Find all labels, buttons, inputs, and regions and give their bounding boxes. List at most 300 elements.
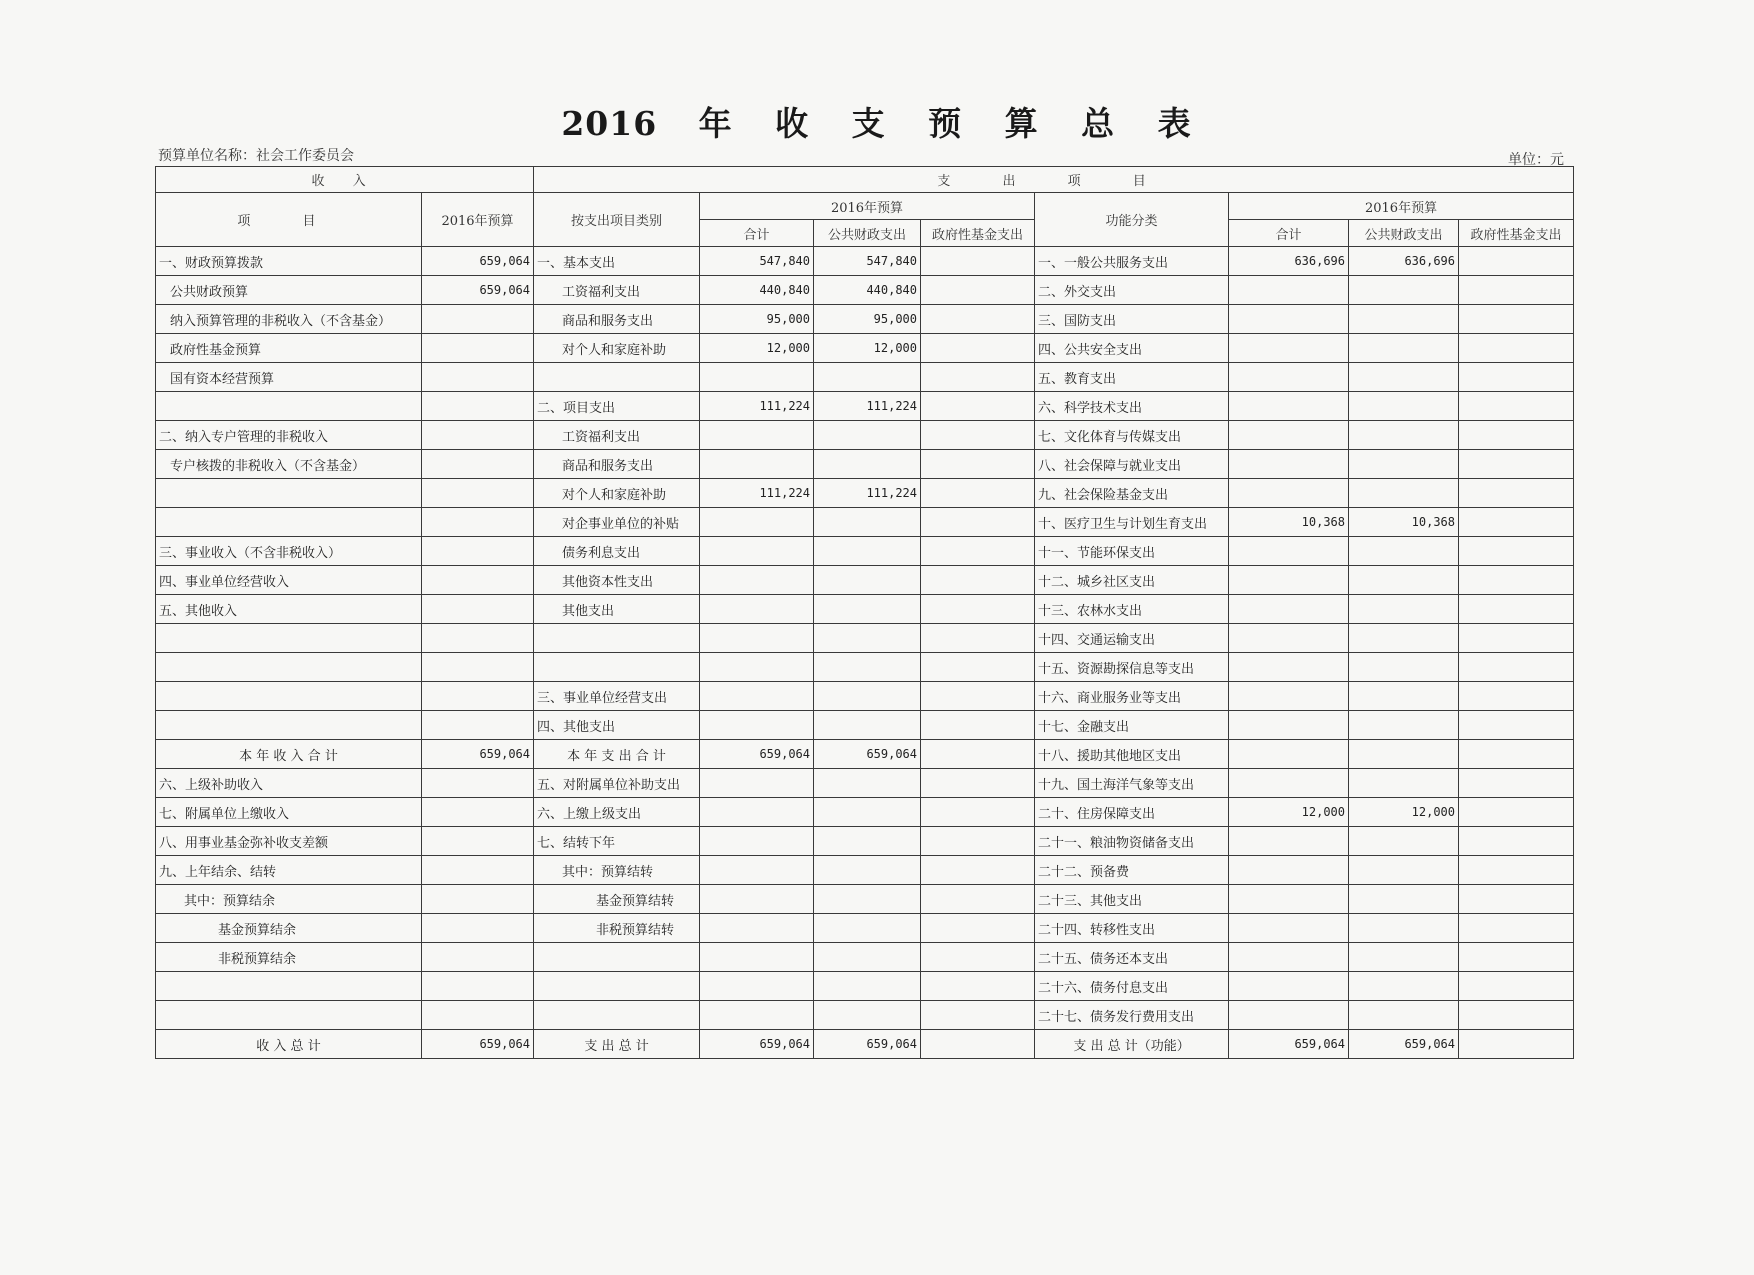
category-total-cell: 111,224 <box>700 479 814 508</box>
functional-item-cell: 二十四、转移性支出 <box>1035 914 1229 943</box>
category-gov-fund-cell <box>921 885 1035 914</box>
category-total-cell: 547,840 <box>700 247 814 276</box>
category-total-cell <box>700 798 814 827</box>
category-total-cell <box>700 914 814 943</box>
income-budget-cell <box>422 885 534 914</box>
table-row <box>156 740 1574 769</box>
category-total-cell <box>700 624 814 653</box>
income-budget-cell <box>422 305 534 334</box>
functional-gov-fund-cell <box>1459 1030 1574 1059</box>
functional-public-finance-cell <box>1349 363 1459 392</box>
functional-gov-fund-cell <box>1459 247 1574 276</box>
functional-gov-fund-cell <box>1459 305 1574 334</box>
income-item-cell: 纳入预算管理的非税收入（不含基金） <box>156 305 422 334</box>
table-row <box>156 624 1574 653</box>
category-total-cell: 659,064 <box>700 1030 814 1059</box>
category-total-cell <box>700 363 814 392</box>
category-public-finance-cell <box>814 682 921 711</box>
table-row <box>156 421 1574 450</box>
functional-total-cell: 12,000 <box>1229 798 1349 827</box>
functional-total-header: 合计 <box>1229 220 1349 247</box>
functional-total-cell <box>1229 682 1349 711</box>
category-gov-fund-cell <box>921 653 1035 682</box>
table-row <box>156 1030 1574 1059</box>
income-budget-cell <box>422 914 534 943</box>
functional-total-cell <box>1229 392 1349 421</box>
category-total-header: 合计 <box>700 220 814 247</box>
category-item-cell: 六、上缴上级支出 <box>534 798 700 827</box>
functional-gov-fund-cell <box>1459 566 1574 595</box>
table-row <box>156 595 1574 624</box>
income-item-cell: 二、纳入专户管理的非税收入 <box>156 421 422 450</box>
income-item-cell <box>156 711 422 740</box>
functional-item-cell: 四、公共安全支出 <box>1035 334 1229 363</box>
income-item-cell: 九、上年结余、结转 <box>156 856 422 885</box>
functional-public-finance-cell: 659,064 <box>1349 1030 1459 1059</box>
category-public-finance-cell <box>814 653 921 682</box>
functional-gov-fund-cell <box>1459 711 1574 740</box>
functional-total-cell <box>1229 711 1349 740</box>
title-year: 2016 <box>561 104 658 143</box>
category-public-finance-cell <box>814 856 921 885</box>
title-word: 支 <box>851 104 887 143</box>
title-word: 表 <box>1157 104 1193 143</box>
functional-total-cell <box>1229 450 1349 479</box>
title-word: 预 <box>928 104 964 143</box>
category-gov-fund-cell <box>921 508 1035 537</box>
category-item-cell: 商品和服务支出 <box>534 450 700 479</box>
functional-item-cell: 十四、交通运输支出 <box>1035 624 1229 653</box>
category-public-finance-cell <box>814 972 921 1001</box>
income-item-cell: 公共财政预算 <box>156 276 422 305</box>
income-item-cell: 七、附属单位上缴收入 <box>156 798 422 827</box>
income-item-cell: 八、用事业基金弥补收支差额 <box>156 827 422 856</box>
category-item-cell: 基金预算结转 <box>534 885 700 914</box>
functional-public-finance-cell <box>1349 740 1459 769</box>
table-row <box>156 798 1574 827</box>
income-budget-cell <box>422 595 534 624</box>
category-total-cell <box>700 856 814 885</box>
category-total-cell <box>700 972 814 1001</box>
income-budget-cell: 659,064 <box>422 1030 534 1059</box>
functional-gov-fund-cell <box>1459 392 1574 421</box>
table-row <box>156 392 1574 421</box>
category-total-cell: 111,224 <box>700 392 814 421</box>
category-item-cell: 其他资本性支出 <box>534 566 700 595</box>
functional-total-cell <box>1229 1001 1349 1030</box>
functional-item-cell: 支 出 总 计（功能） <box>1035 1030 1229 1059</box>
category-public-finance-header: 公共财政支出 <box>814 220 921 247</box>
functional-total-cell <box>1229 943 1349 972</box>
functional-gov-fund-cell <box>1459 450 1574 479</box>
income-item-cell: 一、财政预算拨款 <box>156 247 422 276</box>
category-item-cell: 三、事业单位经营支出 <box>534 682 700 711</box>
budget-unit-name: 预算单位名称：社会工作委员会 <box>158 148 354 164</box>
category-gov-fund-header: 政府性基金支出 <box>921 220 1035 247</box>
category-public-finance-cell <box>814 711 921 740</box>
functional-public-finance-cell <box>1349 624 1459 653</box>
table-row <box>156 276 1574 305</box>
income-item-cell: 三、事业收入（不含非税收入） <box>156 537 422 566</box>
functional-gov-fund-cell <box>1459 740 1574 769</box>
income-budget-header: 2016年预算 <box>422 193 534 247</box>
table-row <box>156 334 1574 363</box>
income-budget-cell: 659,064 <box>422 247 534 276</box>
category-gov-fund-cell <box>921 305 1035 334</box>
functional-public-finance-cell <box>1349 827 1459 856</box>
income-budget-cell <box>422 566 534 595</box>
category-gov-fund-cell <box>921 682 1035 711</box>
income-item-cell: 四、事业单位经营收入 <box>156 566 422 595</box>
functional-total-cell <box>1229 885 1349 914</box>
functional-total-cell <box>1229 827 1349 856</box>
functional-gov-fund-cell <box>1459 421 1574 450</box>
table-row <box>156 479 1574 508</box>
income-budget-cell <box>422 653 534 682</box>
category-gov-fund-cell <box>921 595 1035 624</box>
income-item-cell <box>156 624 422 653</box>
functional-item-cell: 三、国防支出 <box>1035 305 1229 334</box>
category-total-cell <box>700 885 814 914</box>
category-public-finance-cell: 659,064 <box>814 1030 921 1059</box>
income-budget-cell <box>422 450 534 479</box>
category-public-finance-cell <box>814 363 921 392</box>
functional-gov-fund-cell <box>1459 827 1574 856</box>
functional-item-cell: 六、科学技术支出 <box>1035 392 1229 421</box>
functional-gov-fund-cell <box>1459 885 1574 914</box>
category-item-cell: 非税预算结转 <box>534 914 700 943</box>
functional-gov-fund-cell <box>1459 914 1574 943</box>
category-public-finance-cell <box>814 537 921 566</box>
functional-item-cell: 五、教育支出 <box>1035 363 1229 392</box>
functional-public-finance-cell <box>1349 914 1459 943</box>
category-public-finance-cell: 659,064 <box>814 740 921 769</box>
functional-item-cell: 十三、农林水支出 <box>1035 595 1229 624</box>
category-gov-fund-cell <box>921 769 1035 798</box>
category-public-finance-cell: 95,000 <box>814 305 921 334</box>
functional-gov-fund-header: 政府性基金支出 <box>1459 220 1574 247</box>
category-total-cell <box>700 537 814 566</box>
title-word: 年 <box>698 104 734 143</box>
income-budget-cell <box>422 943 534 972</box>
category-gov-fund-cell <box>921 537 1035 566</box>
functional-public-finance-cell <box>1349 537 1459 566</box>
category-public-finance-cell: 111,224 <box>814 479 921 508</box>
functional-public-finance-header: 公共财政支出 <box>1349 220 1459 247</box>
functional-public-finance-cell <box>1349 856 1459 885</box>
functional-public-finance-cell <box>1349 653 1459 682</box>
functional-item-cell: 十九、国土海洋气象等支出 <box>1035 769 1229 798</box>
income-budget-cell <box>422 421 534 450</box>
table-row <box>156 827 1574 856</box>
category-total-cell <box>700 653 814 682</box>
table-row <box>156 711 1574 740</box>
functional-public-finance-cell: 12,000 <box>1349 798 1459 827</box>
functional-total-cell <box>1229 914 1349 943</box>
functional-item-cell: 九、社会保险基金支出 <box>1035 479 1229 508</box>
functional-public-finance-cell <box>1349 276 1459 305</box>
table-row <box>156 769 1574 798</box>
functional-public-finance-cell <box>1349 392 1459 421</box>
category-gov-fund-cell <box>921 972 1035 1001</box>
income-budget-cell <box>422 1001 534 1030</box>
functional-item-cell: 十七、金融支出 <box>1035 711 1229 740</box>
table-row <box>156 653 1574 682</box>
functional-total-cell <box>1229 305 1349 334</box>
income-item-cell: 政府性基金预算 <box>156 334 422 363</box>
income-budget-cell <box>422 972 534 1001</box>
functional-item-cell: 二十六、债务付息支出 <box>1035 972 1229 1001</box>
category-item-cell: 七、结转下年 <box>534 827 700 856</box>
functional-total-cell <box>1229 334 1349 363</box>
income-budget-cell <box>422 711 534 740</box>
functional-gov-fund-cell <box>1459 276 1574 305</box>
category-total-cell <box>700 1001 814 1030</box>
income-budget-cell <box>422 334 534 363</box>
category-item-cell: 一、基本支出 <box>534 247 700 276</box>
category-total-cell <box>700 595 814 624</box>
table-row <box>156 305 1574 334</box>
functional-total-cell <box>1229 421 1349 450</box>
title-word: 总 <box>1081 104 1117 143</box>
functional-item-cell: 十五、资源勘探信息等支出 <box>1035 653 1229 682</box>
functional-item-cell: 七、文化体育与传媒支出 <box>1035 421 1229 450</box>
income-item-cell: 专户核拨的非税收入（不含基金） <box>156 450 422 479</box>
category-item-cell: 对企事业单位的补贴 <box>534 508 700 537</box>
functional-item-cell: 二十五、债务还本支出 <box>1035 943 1229 972</box>
income-item-cell: 五、其他收入 <box>156 595 422 624</box>
category-public-finance-cell <box>814 624 921 653</box>
functional-gov-fund-cell <box>1459 943 1574 972</box>
table-row <box>156 856 1574 885</box>
income-item-cell <box>156 392 422 421</box>
functional-item-cell: 二十二、预备费 <box>1035 856 1229 885</box>
functional-total-cell <box>1229 972 1349 1001</box>
category-gov-fund-cell <box>921 479 1035 508</box>
functional-budget-header: 2016年预算 <box>1229 193 1574 220</box>
functional-public-finance-cell <box>1349 943 1459 972</box>
category-total-cell <box>700 769 814 798</box>
functional-public-finance-cell <box>1349 450 1459 479</box>
table-row <box>156 914 1574 943</box>
functional-public-finance-cell <box>1349 711 1459 740</box>
functional-total-cell: 659,064 <box>1229 1030 1349 1059</box>
income-budget-cell <box>422 682 534 711</box>
category-total-cell <box>700 711 814 740</box>
functional-gov-fund-cell <box>1459 682 1574 711</box>
category-item-cell: 支 出 总 计 <box>534 1030 700 1059</box>
functional-public-finance-cell <box>1349 769 1459 798</box>
category-public-finance-cell <box>814 421 921 450</box>
category-gov-fund-cell <box>921 624 1035 653</box>
functional-public-finance-cell <box>1349 566 1459 595</box>
item-header: 项 目 <box>156 193 422 247</box>
category-public-finance-cell: 12,000 <box>814 334 921 363</box>
category-item-cell <box>534 653 700 682</box>
functional-public-finance-cell <box>1349 334 1459 363</box>
functional-total-cell: 636,696 <box>1229 247 1349 276</box>
functional-gov-fund-cell <box>1459 537 1574 566</box>
category-total-cell <box>700 827 814 856</box>
budget-table <box>155 166 1574 1059</box>
category-public-finance-cell <box>814 914 921 943</box>
functional-public-finance-cell <box>1349 1001 1459 1030</box>
functional-header: 功能分类 <box>1035 193 1229 247</box>
functional-gov-fund-cell <box>1459 508 1574 537</box>
category-gov-fund-cell <box>921 392 1035 421</box>
category-total-cell: 659,064 <box>700 740 814 769</box>
income-budget-cell <box>422 508 534 537</box>
income-item-cell: 收 入 总 计 <box>156 1030 422 1059</box>
category-item-cell: 本 年 支 出 合 计 <box>534 740 700 769</box>
functional-public-finance-cell <box>1349 595 1459 624</box>
functional-total-cell <box>1229 769 1349 798</box>
functional-item-cell: 八、社会保障与就业支出 <box>1035 450 1229 479</box>
income-item-cell: 非税预算结余 <box>156 943 422 972</box>
functional-public-finance-cell <box>1349 972 1459 1001</box>
title-word: 算 <box>1004 104 1040 143</box>
category-public-finance-cell: 111,224 <box>814 392 921 421</box>
functional-public-finance-cell: 10,368 <box>1349 508 1459 537</box>
category-total-cell <box>700 508 814 537</box>
income-budget-cell: 659,064 <box>422 276 534 305</box>
functional-item-cell: 二十三、其他支出 <box>1035 885 1229 914</box>
functional-total-cell <box>1229 624 1349 653</box>
functional-total-cell <box>1229 479 1349 508</box>
functional-item-cell: 十六、商业服务业等支出 <box>1035 682 1229 711</box>
income-budget-cell <box>422 827 534 856</box>
category-item-cell: 对个人和家庭补助 <box>534 334 700 363</box>
functional-gov-fund-cell <box>1459 856 1574 885</box>
income-item-cell <box>156 972 422 1001</box>
table-row <box>156 247 1574 276</box>
functional-public-finance-cell <box>1349 421 1459 450</box>
document-title <box>0 98 1754 145</box>
table-row <box>156 566 1574 595</box>
income-budget-cell <box>422 798 534 827</box>
functional-total-cell: 10,368 <box>1229 508 1349 537</box>
income-item-cell: 国有资本经营预算 <box>156 363 422 392</box>
functional-public-finance-cell <box>1349 682 1459 711</box>
category-gov-fund-cell <box>921 740 1035 769</box>
functional-gov-fund-cell <box>1459 334 1574 363</box>
functional-public-finance-cell <box>1349 479 1459 508</box>
income-item-cell <box>156 1001 422 1030</box>
functional-gov-fund-cell <box>1459 653 1574 682</box>
category-gov-fund-cell <box>921 450 1035 479</box>
income-item-cell <box>156 653 422 682</box>
income-budget-cell <box>422 479 534 508</box>
category-gov-fund-cell <box>921 276 1035 305</box>
category-gov-fund-cell <box>921 247 1035 276</box>
functional-public-finance-cell <box>1349 305 1459 334</box>
category-item-cell <box>534 624 700 653</box>
functional-public-finance-cell <box>1349 885 1459 914</box>
table-row <box>156 682 1574 711</box>
table-row <box>156 972 1574 1001</box>
category-total-cell: 440,840 <box>700 276 814 305</box>
functional-gov-fund-cell <box>1459 624 1574 653</box>
category-public-finance-cell <box>814 595 921 624</box>
by-category-header: 按支出项目类别 <box>534 193 700 247</box>
income-item-cell: 基金预算结余 <box>156 914 422 943</box>
functional-gov-fund-cell <box>1459 769 1574 798</box>
category-total-cell <box>700 682 814 711</box>
functional-total-cell <box>1229 653 1349 682</box>
income-item-cell <box>156 479 422 508</box>
functional-item-cell: 二十一、粮油物资储备支出 <box>1035 827 1229 856</box>
title-word: 收 <box>775 104 811 143</box>
category-total-cell <box>700 566 814 595</box>
income-item-cell <box>156 682 422 711</box>
functional-total-cell <box>1229 566 1349 595</box>
category-item-cell: 其他支出 <box>534 595 700 624</box>
income-budget-cell <box>422 769 534 798</box>
functional-gov-fund-cell <box>1459 479 1574 508</box>
functional-item-cell: 十、医疗卫生与计划生育支出 <box>1035 508 1229 537</box>
functional-item-cell: 一、一般公共服务支出 <box>1035 247 1229 276</box>
functional-gov-fund-cell <box>1459 363 1574 392</box>
category-item-cell <box>534 363 700 392</box>
functional-gov-fund-cell <box>1459 798 1574 827</box>
category-budget-header: 2016年预算 <box>700 193 1035 220</box>
functional-total-cell <box>1229 276 1349 305</box>
income-item-cell: 其中：预算结余 <box>156 885 422 914</box>
currency-unit: 单位：元 <box>1508 152 1564 168</box>
functional-item-cell: 十八、援助其他地区支出 <box>1035 740 1229 769</box>
category-item-cell: 对个人和家庭补助 <box>534 479 700 508</box>
category-item-cell: 商品和服务支出 <box>534 305 700 334</box>
functional-item-cell: 二十、住房保障支出 <box>1035 798 1229 827</box>
income-budget-cell <box>422 537 534 566</box>
category-public-finance-cell <box>814 769 921 798</box>
category-public-finance-cell <box>814 566 921 595</box>
category-gov-fund-cell <box>921 914 1035 943</box>
income-item-cell: 六、上级补助收入 <box>156 769 422 798</box>
functional-gov-fund-cell <box>1459 1001 1574 1030</box>
category-public-finance-cell: 440,840 <box>814 276 921 305</box>
category-item-cell: 工资福利支出 <box>534 276 700 305</box>
category-total-cell: 12,000 <box>700 334 814 363</box>
category-public-finance-cell <box>814 827 921 856</box>
category-public-finance-cell <box>814 943 921 972</box>
category-item-cell <box>534 1001 700 1030</box>
functional-item-cell: 十一、节能环保支出 <box>1035 537 1229 566</box>
category-gov-fund-cell <box>921 421 1035 450</box>
category-gov-fund-cell <box>921 711 1035 740</box>
functional-public-finance-cell: 636,696 <box>1349 247 1459 276</box>
category-total-cell <box>700 450 814 479</box>
category-total-cell <box>700 943 814 972</box>
category-gov-fund-cell <box>921 856 1035 885</box>
category-item-cell <box>534 972 700 1001</box>
income-budget-cell <box>422 363 534 392</box>
functional-total-cell <box>1229 537 1349 566</box>
income-budget-cell <box>422 624 534 653</box>
category-public-finance-cell <box>814 1001 921 1030</box>
category-gov-fund-cell <box>921 1001 1035 1030</box>
functional-gov-fund-cell <box>1459 595 1574 624</box>
category-gov-fund-cell <box>921 566 1035 595</box>
table-row <box>156 943 1574 972</box>
income-budget-cell <box>422 856 534 885</box>
category-gov-fund-cell <box>921 363 1035 392</box>
category-total-cell <box>700 421 814 450</box>
functional-total-cell <box>1229 363 1349 392</box>
table-row <box>156 450 1574 479</box>
income-item-cell: 本 年 收 入 合 计 <box>156 740 422 769</box>
category-gov-fund-cell <box>921 798 1035 827</box>
